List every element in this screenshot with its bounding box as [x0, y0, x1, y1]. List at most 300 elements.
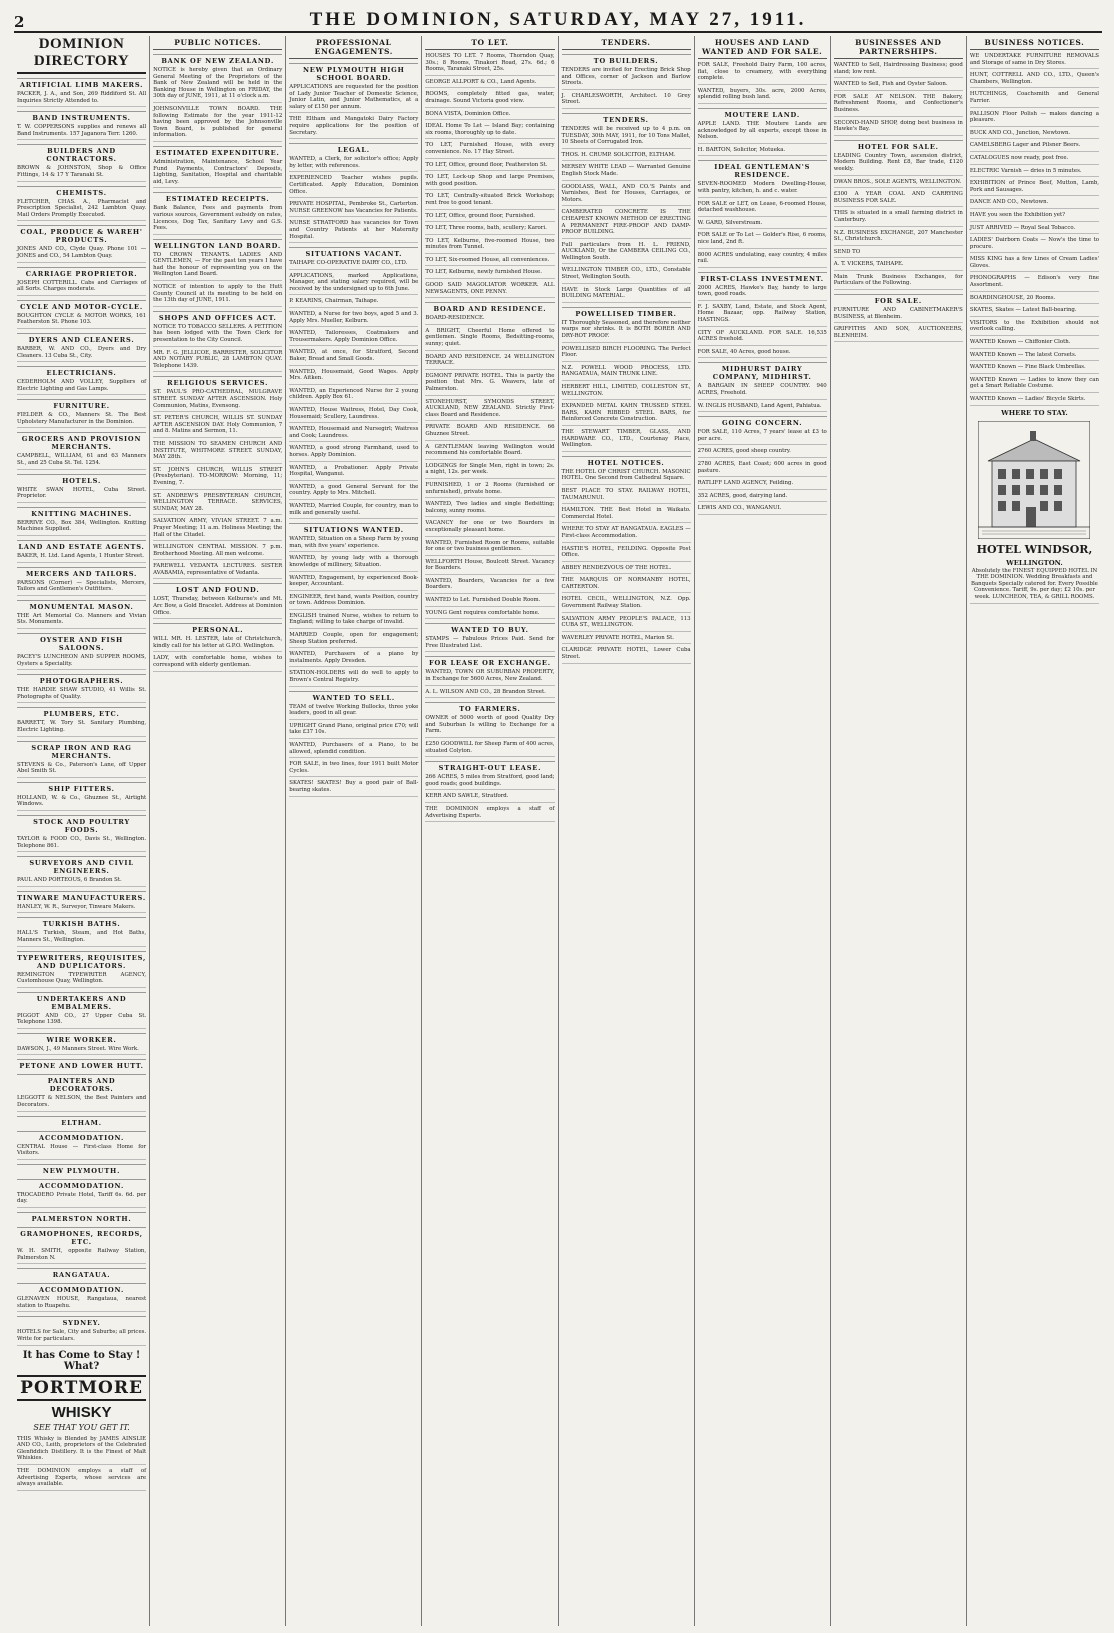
column-houses-land — [695, 36, 831, 1626]
directory-section-head: ACCOMMODATION. — [17, 1283, 146, 1294]
tenders-notice: IT Thoroughly Seasoned, and therefore neither warps nor shrinks. It is BOTH BORER AND DRY-ROT PROOF. — [562, 320, 691, 343]
business-notices-notice: LADIES' Dairborn Coats — Now's the time to procure. — [970, 237, 1099, 253]
to-let-notice: TO LET, Six-roomed House, all conveniences. — [425, 257, 554, 267]
to-let-notice: BONA VISTA, Dominion Office. — [425, 111, 554, 121]
professional-notice: WANTED, Married Couple, for country, man to milk and generally useful. — [289, 503, 418, 519]
professional-heading: PROFESSIONAL ENGAGEMENTS. — [289, 36, 418, 59]
hotel-text: Absolutely the FINEST EQUIPPED HOTEL IN THE DOMINION. Wedding Breakfasts and Banquets Specially catered for. Every Possible Convenience. Tariff, 9s. per day; £2 10s. per week. LUNCHEON, TEA, & GRILL ROOMS. — [970, 568, 1099, 604]
professional-notice: SKATES! SKATES! Buy a good pair of Ball-bearing skates. — [289, 780, 418, 796]
tenders-notice: BEST PLACE TO STAY. RAILWAY HOTEL, TAUMARUNUI. — [562, 488, 691, 504]
to-let-notice: A. L. WILSON AND CO., 28 Brandon Street. — [425, 689, 554, 699]
directory-notice: LEGGOTT & NELSON, the Best Painters and Decorators. — [17, 1095, 146, 1111]
to-let-notice: GOOD SAID MAGOLIATOR WORKER. ALL NEWSAGENTS, ONE PENNY. — [425, 282, 554, 298]
to-let-notice: VACANCY for one or two Boarders in exceptionally pleasant home. — [425, 520, 554, 536]
directory-notice: HANLEY, W. R., Surveyor, Tinware Makers. — [17, 904, 146, 914]
to-let-notice: BOARD AND RESIDENCE. 24 WELLINGTON TERRACE. — [425, 354, 554, 370]
businesses-notice: £300 A YEAR COAL AND CARRYING BUSINESS FOR SALE. — [834, 191, 963, 207]
footer-note: THE DOMINION employs a staff of Advertising Experts, whose services are always available. — [17, 1468, 146, 1491]
businesses-notice: DWAN BROS., SOLE AGENTS, WELLINGTON. — [834, 179, 963, 189]
directory-section-head: HOTELS. — [17, 474, 146, 485]
tenders-notice: THE MARQUIS OF NORMANBY HOTEL, CARTERTON. — [562, 577, 691, 593]
professional-notice: WANTED, a good strong Farmhand, used to horses. Apply Dominion. — [289, 445, 418, 461]
directory-section-head: BUILDERS AND CONTRACTORS. — [17, 144, 146, 163]
to-let-notice: TO LET, Furnished House, with every convenience. No. 17 Hay Street. — [425, 142, 554, 158]
professional-notice: MARRIED Couple, open for engagement; Sheep Station preferred. — [289, 632, 418, 648]
business-notices-list — [970, 53, 1099, 406]
professional-notice: TAIHAPE CO-OPERATIVE DAIRY CO., LTD. — [289, 260, 418, 270]
public-notice: NOTICE is hereby given that an Ordinary General Meeting of the Proprietors of the Bank of New Zealand will be held in the Banking House in Wellington on FRIDAY, the 30th day of JUNE, 1911, at 11 o'clock a.m. — [153, 67, 282, 103]
professional-notice: WANTED, an Experienced Nurse for 2 young children. Apply Box 61. — [289, 388, 418, 404]
houses-land-list — [698, 62, 827, 515]
business-notices-notice: WANTED Known — Ladies' Bicycle Skirts. — [970, 396, 1099, 406]
tenders-notice: GOODLASS, WALL, AND CO.'S Paints and Varnishes, Best for Houses, Carriages, or Motors. — [562, 184, 691, 207]
directory-section-head: CYCLE AND MOTOR-CYCLE. — [17, 300, 146, 311]
tenders-notice: POWELLISED BIRCH FLOORING. The Perfect Floor. — [562, 346, 691, 362]
portmore-slogan: SEE THAT YOU GET IT. — [33, 1422, 130, 1432]
houses-land-notice: RATLIFF LAND AGENCY, Feilding. — [698, 480, 827, 490]
public-notice: JOHNSONVILLE TOWN BOARD. THE following Estimate for the year 1911-12 having been approved by the Johnsonville Town Board, is published for general information. — [153, 106, 282, 142]
directory-section-head: TURKISH BATHS. — [17, 917, 146, 928]
directory-section-head: PAINTERS AND DECORATORS. — [17, 1074, 146, 1093]
professional-notice: STATION-HOLDERS will do well to apply to Brown's Central Registry. — [289, 670, 418, 686]
public-notice: SALVATION ARMY, VIVIAN STREET. 7 a.m. Prayer Meeting; 11 a.m. Holiness Meeting; the Hall of the Citadel. — [153, 518, 282, 541]
to-let-notice: HOUSES TO LET. 7 Rooms, Thorndon Quay, 30s.; 8 Rooms, Tinakori Road, 27s. 6d.; 6 Rooms, Taranaki Street, 25s. — [425, 53, 554, 76]
business-notices-notice: WANTED Known — Ladies to know they can get a Smart Reliable Costume. — [970, 377, 1099, 393]
to-let-notice: WANTED, Furnished Room or Rooms, suitable for one or two business gentlemen. — [425, 540, 554, 556]
to-let-notice: OWNER of 5000 worth of good Quality Dry and Suburban Is willing to Exchange for a Farm. — [425, 715, 554, 738]
hotel-city: WELLINGTON. — [1006, 558, 1063, 567]
public-notice: TO CROWN TENANTS. LADIES AND GENTLEMEN, — For the past ten years I have had the honour of representing you on the Wellington Land Board. — [153, 252, 282, 281]
tenders-notice: THOS. H. CRUMP. SOLICITOR, ELTHAM. — [562, 152, 691, 162]
business-notices-notice: MISS KING has a few Lines of Cream Ladies' Gloves. — [970, 256, 1099, 272]
houses-land-heading: HOUSES AND LAND WANTED AND FOR SALE. — [698, 36, 827, 59]
professional-notice: WANTED, at once, for Stratford, Second Baker, Bread and Small Goods. — [289, 349, 418, 365]
houses-land-notice: SEVEN-ROOMED Modern Dwelling-House, with pantry, kitchen, h. and c. water. — [698, 181, 827, 197]
businesses-notice: SEND TO — [834, 249, 963, 259]
businesses-notice: THIS is situated in a small farming district in Canterbury. — [834, 210, 963, 226]
tenders-notice: TENDERS will be received up to 4 p.m. on TUESDAY, 30th MAY, 1911, for 10 Tons Mallet, 10 Sheets of Corrugated Iron. — [562, 126, 691, 149]
houses-land-section-head: MIDHURST DAIRY COMPANY, MIDHIRST. — [698, 362, 827, 381]
professional-section-head: SITUATIONS VACANT. — [289, 247, 418, 258]
directory-notice: GLENAVEN HOUSE, Rangataua, nearest station to Ruapehu. — [17, 1296, 146, 1312]
to-let-notice: TO LET, Three rooms, bath, scullery; Karori. — [425, 225, 554, 235]
to-let-notice: EGMONT PRIVATE HOTEL. This is partly the position that Mrs. G. Weavers, late of Palmerston. — [425, 373, 554, 396]
tenders-notice: J. CHARLESWORTH, Architect. 10 Grey Street. — [562, 93, 691, 109]
directory-section-head: SHIP FITTERS. — [17, 782, 146, 793]
directory-notice: BROWN & JOHNSTON, Shop & Office Fittings, 14 & 17 Y Taranaki St. — [17, 165, 146, 181]
directory-section-head: TINWARE MANUFACTURERS. — [17, 891, 146, 902]
public-notice: Bank Balance, Fees and payments from various sources, Government subsidy on rates, Licences, Dog Tax, Sanitary Levy and G.S. Fees. — [153, 205, 282, 234]
business-notices-notice: HUTCHINGS, Coachsmith and General Farrier. — [970, 91, 1099, 107]
directory-section-head: WIRE WORKER. — [17, 1033, 146, 1044]
portmore-product: WHISKY — [51, 1403, 112, 1421]
directory-notice: HALL'S Turkish, Steam, and Hot Baths, Manners St., Wellington. — [17, 930, 146, 946]
tenders-notice: ABBEY RENDEZVOUS OF THE HOTEL. — [562, 565, 691, 575]
directory-heading: DOMINION DIRECTORY — [17, 36, 146, 74]
to-let-notice: LODGINGS for Single Men, right in town; 2s. a night, 12s. per week. — [425, 463, 554, 479]
directory-section-head: GRAMOPHONES, RECORDS, ETC. — [17, 1227, 146, 1246]
public-notice: MR. F. G. JELLICOE, BARRISTER, SOLICITOR AND NOTARY PUBLIC, 28 LAMBTON QUAY. Telephone 1439. — [153, 350, 282, 373]
professional-notice: WANTED, a Probationer. Apply Private Hospital, Wanganui. — [289, 465, 418, 481]
directory-section-head: CARRIAGE PROPRIETOR. — [17, 267, 146, 278]
directory-section-head: SURVEYORS AND CIVIL ENGINEERS. — [17, 856, 146, 875]
public-notice: LADY, with comfortable home, wishes to correspond with elderly gentleman. — [153, 655, 282, 671]
businesses-notice: FOR SALE AT NELSON. THE Bakery, Refreshment Rooms, and Confectioner's Business. — [834, 94, 963, 117]
tenders-section-head: POWELLISED TIMBER. — [562, 307, 691, 318]
tenders-notice: HOTEL CECIL, WELLINGTON, N.Z. Opp. Government Railway Station. — [562, 596, 691, 612]
directory-notice: PACKER, J. A., and Son, 269 Riddiford St. All Inquiries Strictly Attended to. — [17, 91, 146, 107]
business-notices-notice: WANTED Known — Fine Black Umbrellas. — [970, 364, 1099, 374]
tenders-notice: HAVE in Stock Large Quantities of all BUILDING MATERIAL. — [562, 287, 691, 303]
directory-section-head: DYERS AND CLEANERS. — [17, 333, 146, 344]
tenders-notice: MERSEY WHITE LEAD — Warranted Genuine English Stock Made. — [562, 164, 691, 180]
professional-notice: APPLICATIONS are requested for the position of Lady Junior Teacher of Domestic Science, Junior Latin, and Junior Mathematics, at a salary of £150 per annum. — [289, 84, 418, 113]
businesses-notice: A. T. VICKERS, TAIHAPE. — [834, 261, 963, 271]
tenders-notice: WHERE TO STAY AT RANGATAUA. EAGLES — First-class Accommodation. — [562, 526, 691, 542]
professional-notice: ENGLISH trained Nurse, wishes to return to England; willing to take charge of invalid. — [289, 613, 418, 629]
directory-notice: W. H. SMITH, opposite Railway Station, Palmerston N. — [17, 1248, 146, 1264]
hotel-caption: WHERE TO STAY. — [1001, 408, 1068, 417]
column-to-let — [422, 36, 558, 1626]
directory-notice: CENTRAL House — First-class Home for Visitors. — [17, 1144, 146, 1160]
houses-land-section-head: GOING CONCERN. — [698, 416, 827, 427]
professional-notice: WANTED, a good General Servant for the country. Apply to Mrs. Mitchell. — [289, 484, 418, 500]
tenders-notice: CLARIDGE PRIVATE HOTEL, Lower Cuba Street. — [562, 647, 691, 663]
public-notice: LOST, Thursday, between Kelburne's and Mt. Arc Bow, a Gold Bracelet. Address at Dominion Office. — [153, 596, 282, 619]
directory-notice: DAWSON, J., 49 Manners Street. Wire Work. — [17, 1046, 146, 1056]
directory-section-head: LAND AND ESTATE AGENTS. — [17, 540, 146, 551]
to-let-notice: TO LET, Lock-up Shop and large Premises, with good position. — [425, 174, 554, 190]
directory-section-head: SCRAP IRON AND RAG MERCHANTS. — [17, 741, 146, 760]
to-let-notice: FURNISHED, 1 or 2 Rooms (furnished or unfurnished), private home. — [425, 482, 554, 498]
business-notices-notice: HUNT, COTTRELL AND CO., LTD., Queen's Chambers, Wellington. — [970, 72, 1099, 88]
professional-notice: WANTED, Tailoresses, Coatmakers and Trousermakers. Apply Dominion Office. — [289, 330, 418, 346]
businesses-notice: N.Z. BUSINESS EXCHANGE, 207 Manchester St., Christchurch. — [834, 230, 963, 246]
businesses-notice: SECOND-HAND SHOP, doing best business in Hawke's Bay. — [834, 120, 963, 136]
directory-notice: PARSONS (Corner) — Specialists, Mercers, Tailors and Gentlemen's Outfitters. — [17, 580, 146, 596]
directory-section-head: ACCOMMODATION. — [17, 1131, 146, 1142]
directory-section-head: PHOTOGRAPHERS. — [17, 674, 146, 685]
houses-land-notice: APPLE LAND. THE Moutere Lands are acknowledged by all experts, except those in Nelson. — [698, 121, 827, 144]
tenders-notice: TENDERS are invited for Erecting Brick Shop and Offices, corner of Jackson and Barlow Streets. — [562, 67, 691, 90]
houses-land-section-head: FIRST-CLASS INVESTMENT. — [698, 272, 827, 283]
professional-notice: WANTED, Purchasers of a piano by instalments. Apply Dresden. — [289, 651, 418, 667]
newspaper-title: THE DOMINION, SATURDAY, MAY 27, 1911. — [309, 9, 807, 30]
directory-notice: HOTELS for Sale, City and Suburbs; all prices. Write for particulars. — [17, 1329, 146, 1345]
houses-land-notice: 352 ACRES, good, dairying land. — [698, 493, 827, 503]
tenders-notice: Full particulars from H. L. FRIEND, AUCKLAND, Or the CAMBERA CEILING CO., Wellington South. — [562, 242, 691, 265]
professional-notice: APPLICATIONS, marked Applications, Manager, and stating salary required, will be received by the undersigned up to 6th June. — [289, 273, 418, 296]
directory-section-head: PETONE AND LOWER HUTT. — [17, 1059, 146, 1070]
directory-section-head: PALMERSTON NORTH. — [17, 1212, 146, 1223]
to-let-section-head: BOARD AND RESIDENCE. — [425, 302, 554, 313]
directory-notice: BAKER, H. Ltd. Land Agents, 1 Hunter Street. — [17, 553, 146, 563]
tenders-list — [562, 54, 691, 664]
professional-notice: WANTED, a Clerk, for solicitor's office; Apply by letter, with references. — [289, 156, 418, 172]
businesses-list — [834, 62, 963, 342]
to-let-notice: PRIVATE BOARD AND RESIDENCE. 66 Ghuznee Street. — [425, 424, 554, 440]
public-section-head: BANK OF NEW ZEALAND. — [153, 54, 282, 65]
directory-notice: PIGGOT AND CO., 27 Upper Cuba St. Telephone 1398. — [17, 1013, 146, 1029]
to-let-heading: TO LET. — [425, 36, 554, 50]
houses-land-notice: LEWIS AND CO., WANGANUI. — [698, 505, 827, 515]
businesses-notice: FURNITURE AND CABINETMAKER'S BUSINESS, at Blenheim. — [834, 307, 963, 323]
directory-section-head: COAL, PRODUCE & WAREH' PRODUCTS. — [17, 225, 146, 244]
professional-notice: WANTED, a Nurse for two boys, aged 5 and 3. Apply Mrs. Mueller, Kelburn. — [289, 311, 418, 327]
professional-notice: THE Eltham and Mangatoki Dairy Factory require applications for the position of Secretary. — [289, 116, 418, 139]
column-business-notices — [967, 36, 1102, 1626]
tenders-notice: HAMILTON. THE Best Hotel in Waikato. Commercial Hotel. — [562, 507, 691, 523]
professional-notice: WANTED, Housemaid and Nursegirl; Waitress and Cook; Laundress. — [289, 426, 418, 442]
directory-section-head: RANGATAUA. — [17, 1268, 146, 1279]
business-notices-notice: SKATES, Skates — Latest Ball-bearing. — [970, 307, 1099, 317]
tenders-section-head: TO BUILDERS. — [562, 54, 691, 65]
directory-notice: BOUGHTON CYCLE & MOTOR WORKS, 161 Featherston St. Phone 103. — [17, 313, 146, 329]
to-let-section-head: WANTED TO BUY. — [425, 623, 554, 634]
houses-land-notice: FOR SALE or To Let — Golder's Rise, 6 rooms, nice land, 2nd ft. — [698, 232, 827, 248]
businesses-notice: WANTED to Sell, Hairdressing Business; good stand; low rent. — [834, 62, 963, 78]
to-let-notice: 266 ACRES, 5 miles from Stratford, good land; good roads; good buildings. — [425, 774, 554, 790]
professional-notice: UPRIGHT Grand Piano, original price £70; will take £37 10s. — [289, 723, 418, 739]
to-let-notice: STONEHURST, SYMONDS STREET, AUCKLAND, NEW ZEALAND. Strictly First-class Board and Residence. — [425, 399, 554, 422]
professional-notice: WANTED, Engagement, by experienced Book-keeper, Accountant. — [289, 575, 418, 591]
professional-notice: TEAM of twelve Working Bullocks, three yoke leaders, good in all gear. — [289, 704, 418, 720]
directory-notice: WHITE SWAN HOTEL, Cuba Street. Proprietor. — [17, 487, 146, 503]
tenders-notice: THE HOTEL OF CHRIST CHURCH. MASONIC HOTEL. One Second from Cathedral Square. — [562, 469, 691, 485]
tenders-notice: THE STEWART TIMBER, GLASS, AND HARDWARE CO., LTD., Courtenay Place, Wellington. — [562, 429, 691, 452]
directory-notice: HOLLAND, W. & Co., Ghuznee St., Airtight Windows. — [17, 795, 146, 811]
professional-notice: NURSE STRATFORD has vacancies for Town and Country Patients at her Maternity Hospital. — [289, 220, 418, 243]
directory-notice: PACEY'S LUNCHEON AND SUPPER ROOMS, Oysters a Speciality. — [17, 654, 146, 670]
directory-notice: TROCADERO Private Hotel, Tariff 6s. 6d. per day. — [17, 1192, 146, 1208]
businesses-notice: LEADING Country Town, ascension district, Modern Building. Rent £8, Bar trade, £120 weekly. — [834, 153, 963, 176]
professional-notice: PRIVATE HOSPITAL, Pembroke St., Carterton. NURSE GREENOW has Vacancies for Patients. — [289, 201, 418, 217]
professional-section-head: WANTED TO SELL. — [289, 691, 418, 702]
public-section-head: LOST AND FOUND. — [153, 583, 282, 594]
tenders-notice: HERBERT HILL, LIMITED, COLLESTON ST., WELLINGTON. — [562, 384, 691, 400]
houses-land-notice: H. BARTON, Solicitor, Motueka. — [698, 147, 827, 157]
public-notice: ST. PETER'S CHURCH, WILLIS ST. SUNDAY AFTER ASCENSION DAY. Holy Communion, 7 and 8. Matins and Sermon, 11. — [153, 415, 282, 438]
hotel-name: HOTEL WINDSOR, — [976, 542, 1093, 556]
to-let-notice: WANTED, TOWN OR SUBURBAN PROPERTY, in Exchange for 5600 Acres, New Zealand. — [425, 669, 554, 685]
directory-notice: TAYLOR & FOOD CO., Davis St., Wellington. Telephone 861. — [17, 836, 146, 852]
directory-section-head: MERCERS AND TAILORS. — [17, 567, 146, 578]
tenders-section-head: TENDERS. — [562, 113, 691, 124]
directory-notice: CEDERHOLM AND VOLLEY, Suppliers of Electric Lighting and Gas Lamps. — [17, 379, 146, 395]
portmore-question: It has Come to Stay ! What? — [22, 1349, 141, 1372]
business-notices-notice: JUST ARRIVED — Royal Seal Tobacco. — [970, 225, 1099, 235]
public-notice: THE MISSION TO SEAMEN CHURCH AND INSTITUTE, WHITMORE STREET. SUNDAY, MAY 28th. — [153, 441, 282, 464]
to-let-notice: TO LET, Office, ground floor, Featherston St. — [425, 162, 554, 172]
houses-land-notice: FOR SALE, 40 Acres, good house. — [698, 349, 827, 359]
professional-notice: WANTED, Purchasers of a Piano, to be allowed, splendid condition. — [289, 742, 418, 758]
to-let-notice: TO LET, Kelburne, newly furnished House. — [425, 269, 554, 279]
directory-section-head: TYPEWRITERS, REQUISITES, AND DUPLICATORS. — [17, 951, 146, 970]
public-section-head: WELLINGTON LAND BOARD. — [153, 239, 282, 250]
public-section-head: ESTIMATED RECEIPTS. — [153, 192, 282, 203]
directory-section-head: OYSTER AND FISH SALOONS. — [17, 633, 146, 652]
public-section-head: SHOPS AND OFFICES ACT. — [153, 311, 282, 322]
professional-notice: P. KEARINS, Chairman, Taihape. — [289, 298, 418, 308]
tenders-notice: CAMBERATED CONCRETE IS THE CHEAPEST KNOWN METHOD OF ERECTING A PERMANENT FIRE-PROOF AND DAMP-PROOF BUILDING. — [562, 209, 691, 238]
portmore-name: PORTMORE — [17, 1375, 146, 1401]
public-notice: ST. PAUL'S PRO-CATHEDRAL, MULGRAVE STREET. SUNDAY AFTER ASCENSION. Holy Communion, Matins, Evensong. — [153, 389, 282, 412]
professional-list — [289, 63, 418, 797]
column-dominion-directory — [14, 36, 150, 1626]
directory-section-head: SYDNEY. — [17, 1316, 146, 1327]
to-let-notice: A GENTLEMAN leaving Wellington would recommend his comfortable Board. — [425, 444, 554, 460]
directory-notice: BERRIVE CO., Box 384, Wellington. Knitting Machines Supplied. — [17, 520, 146, 536]
business-notices-notice: HAVE you seen the Exhibition yet? — [970, 212, 1099, 222]
houses-land-notice: FOR SALE, 110 Acres, 7 years' lease at £3 to per acre. — [698, 429, 827, 445]
business-notices-notice: DANCE AND CO., Newtown. — [970, 199, 1099, 209]
newspaper-page — [14, 36, 1102, 1628]
business-notices-heading: BUSINESS NOTICES. — [970, 36, 1099, 50]
houses-land-notice: FOR SALE or LET, on Lease, 6-roomed House, detached washhouse. — [698, 201, 827, 217]
directory-section-head: ELTHAM. — [17, 1116, 146, 1127]
directory-section-head: FURNITURE. — [17, 399, 146, 410]
business-notices-notice: ELECTRIC Varnish — dries in 5 minutes. — [970, 168, 1099, 178]
houses-land-notice: FOR SALE, Freehold Dairy Farm, 100 acres, flat, close to creamery, with everything complete. — [698, 62, 827, 85]
professional-section-head: LEGAL. — [289, 143, 418, 154]
to-let-notice: TO LET, Centrally-situated Brick Workshop; rent free to good tenant. — [425, 193, 554, 209]
directory-notice: JOSEPH COTTERILL. Cabs and Carriages of all Sorts. Charges moderate. — [17, 280, 146, 296]
public-notice: WELLINGTON CENTRAL MISSION. 7 p.m. Brotherhood Meeting. All men welcome. — [153, 544, 282, 560]
houses-land-notice: 2000 ACRES, Hawke's Bay, handy to large town, good roads. — [698, 285, 827, 301]
to-let-notice: YOUNG Gent requires comfortable home. — [425, 610, 554, 620]
business-notices-notice: WE UNDERTAKE FURNITURE REMOVALS and Storage of same in Dry Stores. — [970, 53, 1099, 69]
directory-notice: THE HARDIE SHAW STUDIO, 41 Willis St. Photographs of Quality. — [17, 687, 146, 703]
business-notices-notice: PHONOGRAPHS — Edison's very fine Assortment. — [970, 275, 1099, 291]
directory-section-head: MONUMENTAL MASON. — [17, 600, 146, 611]
to-let-notice: WANTED, Boarders, Vacancies for a few Boarders. — [425, 578, 554, 594]
houses-land-notice: F. J. SAXBY, Land, Estate, and Stock Agent, Home Bazaar, opp. Railway Station, HASTINGS. — [698, 304, 827, 327]
professional-notice: ENGINEER, first hand, wants Position, country or town. Address Dominion. — [289, 594, 418, 610]
public-notice: NOTICE TO TOBACCO SELLERS. A PETITION has been lodged with the Town Clerk for presentation to the City Council. — [153, 324, 282, 347]
to-let-notice: STAMPS — Fabulous Prices Paid. Send for Free Illustrated List. — [425, 636, 554, 652]
to-let-notice: WANTED to Let. Furnished Double Room. — [425, 597, 554, 607]
houses-land-notice: CITY OF AUCKLAND. FOR SALE. 16,535 ACRES freehold. — [698, 330, 827, 346]
directory-section-head: ARTIFICIAL LIMB MAKERS. — [17, 78, 146, 89]
professional-notice: EXPERIENCED Teacher wishes pupils. Certificated. Apply Education, Dominion Office. — [289, 175, 418, 198]
public-notice: NOTICE of intention to apply to the Hutt County Council at its meeting to be held on the 13th day of JUNE, 1911. — [153, 284, 282, 307]
directory-notice: BARBER, W. AND CO., Dyers and Dry Cleaners. 13 Cuba St., City. — [17, 346, 146, 362]
hotel-windsor-illustration — [978, 421, 1090, 539]
directory-notice: JONES AND CO., Clyde Quay. Phone 101 — JONES and CO., 54 Lambton Quay. — [17, 246, 146, 262]
houses-land-section-head: MOUTERE LAND. — [698, 108, 827, 119]
directory-section-head: KNITTING MACHINES. — [17, 507, 146, 518]
houses-land-notice: 2760 ACRES, good sheep country. — [698, 448, 827, 458]
business-notices-notice: BUCK AND CO., Junction, Newtown. — [970, 130, 1099, 140]
directory-section-head: CHEMISTS. — [17, 186, 146, 197]
public-notices-list — [153, 54, 282, 672]
to-let-section-head: STRAIGHT-OUT LEASE. — [425, 761, 554, 772]
houses-land-notice: WANTED, buyers, 30s. acre, 2000 Acres, splendid rolling bush land. — [698, 88, 827, 104]
to-let-notice: ROOMS, completely fitted gas, water, drainage. Sound Victoria good view. — [425, 91, 554, 107]
public-section-head: PERSONAL. — [153, 623, 282, 634]
professional-notice: WANTED, Housemaid, Good Wages. Apply Mrs. Aitken. — [289, 369, 418, 385]
column-businesses — [831, 36, 967, 1626]
tenders-notice: HASTIE'S HOTEL, FEILDING. Opposite Post Office. — [562, 546, 691, 562]
public-section-head: ESTIMATED EXPENDITURE. — [153, 146, 282, 157]
professional-section-head: NEW PLYMOUTH HIGH SCHOOL BOARD. — [289, 63, 418, 82]
public-notice: FAREWELL VEDANTA LECTURES. SISTER AVABAMIA, representative of Vedanta. — [153, 563, 282, 579]
directory-notice: REMINGTON TYPEWRITER AGENCY, Customhouse Quay, Wellington. — [17, 972, 146, 988]
businesses-heading: BUSINESSES AND PARTNERSHIPS. — [834, 36, 963, 59]
tenders-notice: SALVATION ARMY PEOPLE'S PALACE, 113 CUBA ST., WELLINGTON. — [562, 616, 691, 632]
directory-notice: STEVENS & Co., Paterson's Lane, off Upper Abel Smith St. — [17, 762, 146, 778]
to-let-notice: THE DOMINION employs a staff of Advertising Experts. — [425, 806, 554, 822]
businesses-notice: WANTED to Sell, Fish and Oyster Saloon. — [834, 81, 963, 91]
to-let-notice: BOARD-RESIDENCE. — [425, 315, 554, 325]
businesses-section-head: HOTEL FOR SALE. — [834, 140, 963, 151]
directory-notice: PAUL AND PORTEOUS, 6 Brandon St. — [17, 877, 146, 887]
tenders-section-head: HOTEL NOTICES. — [562, 456, 691, 467]
tenders-notice: WAVERLEY PRIVATE HOTEL, Marion St. — [562, 635, 691, 645]
business-notices-notice: CATALOGUES now ready, post free. — [970, 155, 1099, 165]
tenders-notice: N.Z. POWELL WOOD PROCESS, LTD. RANGATAUA, MAIN TRUNK LINE. — [562, 365, 691, 381]
business-notices-notice: WANTED Known — Chiffonier Cloth. — [970, 339, 1099, 349]
businesses-section-head: FOR SALE. — [834, 294, 963, 305]
tenders-heading: TENDERS. — [562, 36, 691, 50]
to-let-notice: TO LET, Kelburne, five-roomed House, two minutes from Tunnel. — [425, 238, 554, 254]
public-notice: WILL MR. H. LESTER, late of Christchurch, kindly call for his letter at G.P.O. Wellington. — [153, 636, 282, 652]
to-let-section-head: TO FARMERS. — [425, 702, 554, 713]
professional-notice: FOR SALE, in two lines, four 1911 built Motor Cycles. — [289, 761, 418, 777]
directory-notice: T. W. COPPERSONS supplies and renews all Band Instruments. 157 Jaganora Terr. 1260. — [17, 124, 146, 140]
businesses-notice: GRIFFITHS AND SON, AUCTIONEERS, BLENHEIM. — [834, 326, 963, 342]
masthead — [14, 5, 1102, 33]
business-notices-notice: PALLISON Floor Polish — makes dancing a pleasure. — [970, 111, 1099, 127]
directory-notice: BARRETT, W. Tory St. Sanitary Plumbing, Electric Lighting. — [17, 720, 146, 736]
to-let-notice: £250 GOODWILL for Sheep Farm of 400 acres, situated Colyton. — [425, 741, 554, 757]
to-let-notice: WELLFORTH House, Boulcott Street. Vacancy for Boarders. — [425, 559, 554, 575]
directory-section-head: ACCOMMODATION. — [17, 1179, 146, 1190]
column-public-notices — [150, 36, 286, 1626]
directory-notice: CAMPBELL, WILLIAM, 61 and 63 Manners St., and 25 Cuba St. Tel. 1254. — [17, 453, 146, 469]
column-professional — [286, 36, 422, 1626]
houses-land-notice: W. INGLIS HUSBAND, Land Agent, Pahiatua. — [698, 403, 827, 413]
houses-land-section-head: IDEAL GENTLEMAN'S RESIDENCE. — [698, 160, 827, 179]
public-notice: ST. ANDREW'S PRESBYTERIAN CHURCH, WELLINGTON TERRACE. SERVICES, SUNDAY, MAY 28. — [153, 493, 282, 516]
directory-notice: THE Art Memorial Co. Manners and Vivian Sts. Monuments. — [17, 613, 146, 629]
directory-section-head: STOCK AND POULTRY FOODS. — [17, 815, 146, 834]
business-notices-notice: BOARDINGHOUSE, 20 Rooms. — [970, 295, 1099, 305]
portmore-text: THIS Whisky is Blended by JAMES AINSLIE AND CO., Leith, proprietors of the Celebrated Glenfiddich Distillery. It is the Finest of Malt Whiskies. — [17, 1436, 146, 1465]
column-tenders — [559, 36, 695, 1626]
directory-section-head: NEW PLYMOUTH. — [17, 1164, 146, 1175]
to-let-notice: WANTED, Two ladies and single Bedsitting; balcony, sunny rooms. — [425, 501, 554, 517]
professional-notice: WANTED, House Waitress, Hotel, Day Cook, Housemaid; Scullery, Laundress. — [289, 407, 418, 423]
professional-notice: WANTED, Situation on a Sheep Farm by young man, with five years' experience. — [289, 536, 418, 552]
business-notices-notice: VISITORS to the Exhibition should not overlook calling. — [970, 320, 1099, 336]
directory-notice: FIELDER & CO., Manners St. The Best Upholstery Manufacturer in the Dominion. — [17, 412, 146, 428]
public-notices-heading: PUBLIC NOTICES. — [153, 36, 282, 50]
houses-land-notice: A BARGAIN IN SHEEP COUNTRY. 940 ACRES, Freehold. — [698, 383, 827, 399]
directory-section-head: GROCERS AND PROVISION MERCHANTS. — [17, 432, 146, 451]
public-notice: Administration, Maintenance, School Year Fund Payments, Contractors' Deposits, Lighting, Sanitation, Hospital and charitable aid, Levy. — [153, 159, 282, 188]
to-let-section-head: FOR LEASE OR EXCHANGE. — [425, 656, 554, 667]
public-section-head: RELIGIOUS SERVICES. — [153, 376, 282, 387]
to-let-notice: IDEAL Home To Let — Island Bay; containing six rooms, thoroughly up to date. — [425, 123, 554, 139]
business-notices-notice: EXHIBITION of Prince Beef, Mutton, Lamb, Pork and Sausages. — [970, 180, 1099, 196]
professional-notice: WANTED, by young lady with a thorough knowledge of millinery, Situation. — [289, 555, 418, 571]
to-let-notice: KERR AND SAWLE, Stratford. — [425, 793, 554, 803]
directory-list — [17, 78, 146, 1346]
directory-section-head: PLUMBERS, ETC. — [17, 707, 146, 718]
tenders-notice: WELLINGTON TIMBER CO., LTD., Constable Street, Wellington South. — [562, 267, 691, 283]
public-notice: ST. JOHN'S CHURCH, WILLIS STREET (Presbyterian). TO-MORROW: Morning, 11; Evening, 7. — [153, 467, 282, 490]
